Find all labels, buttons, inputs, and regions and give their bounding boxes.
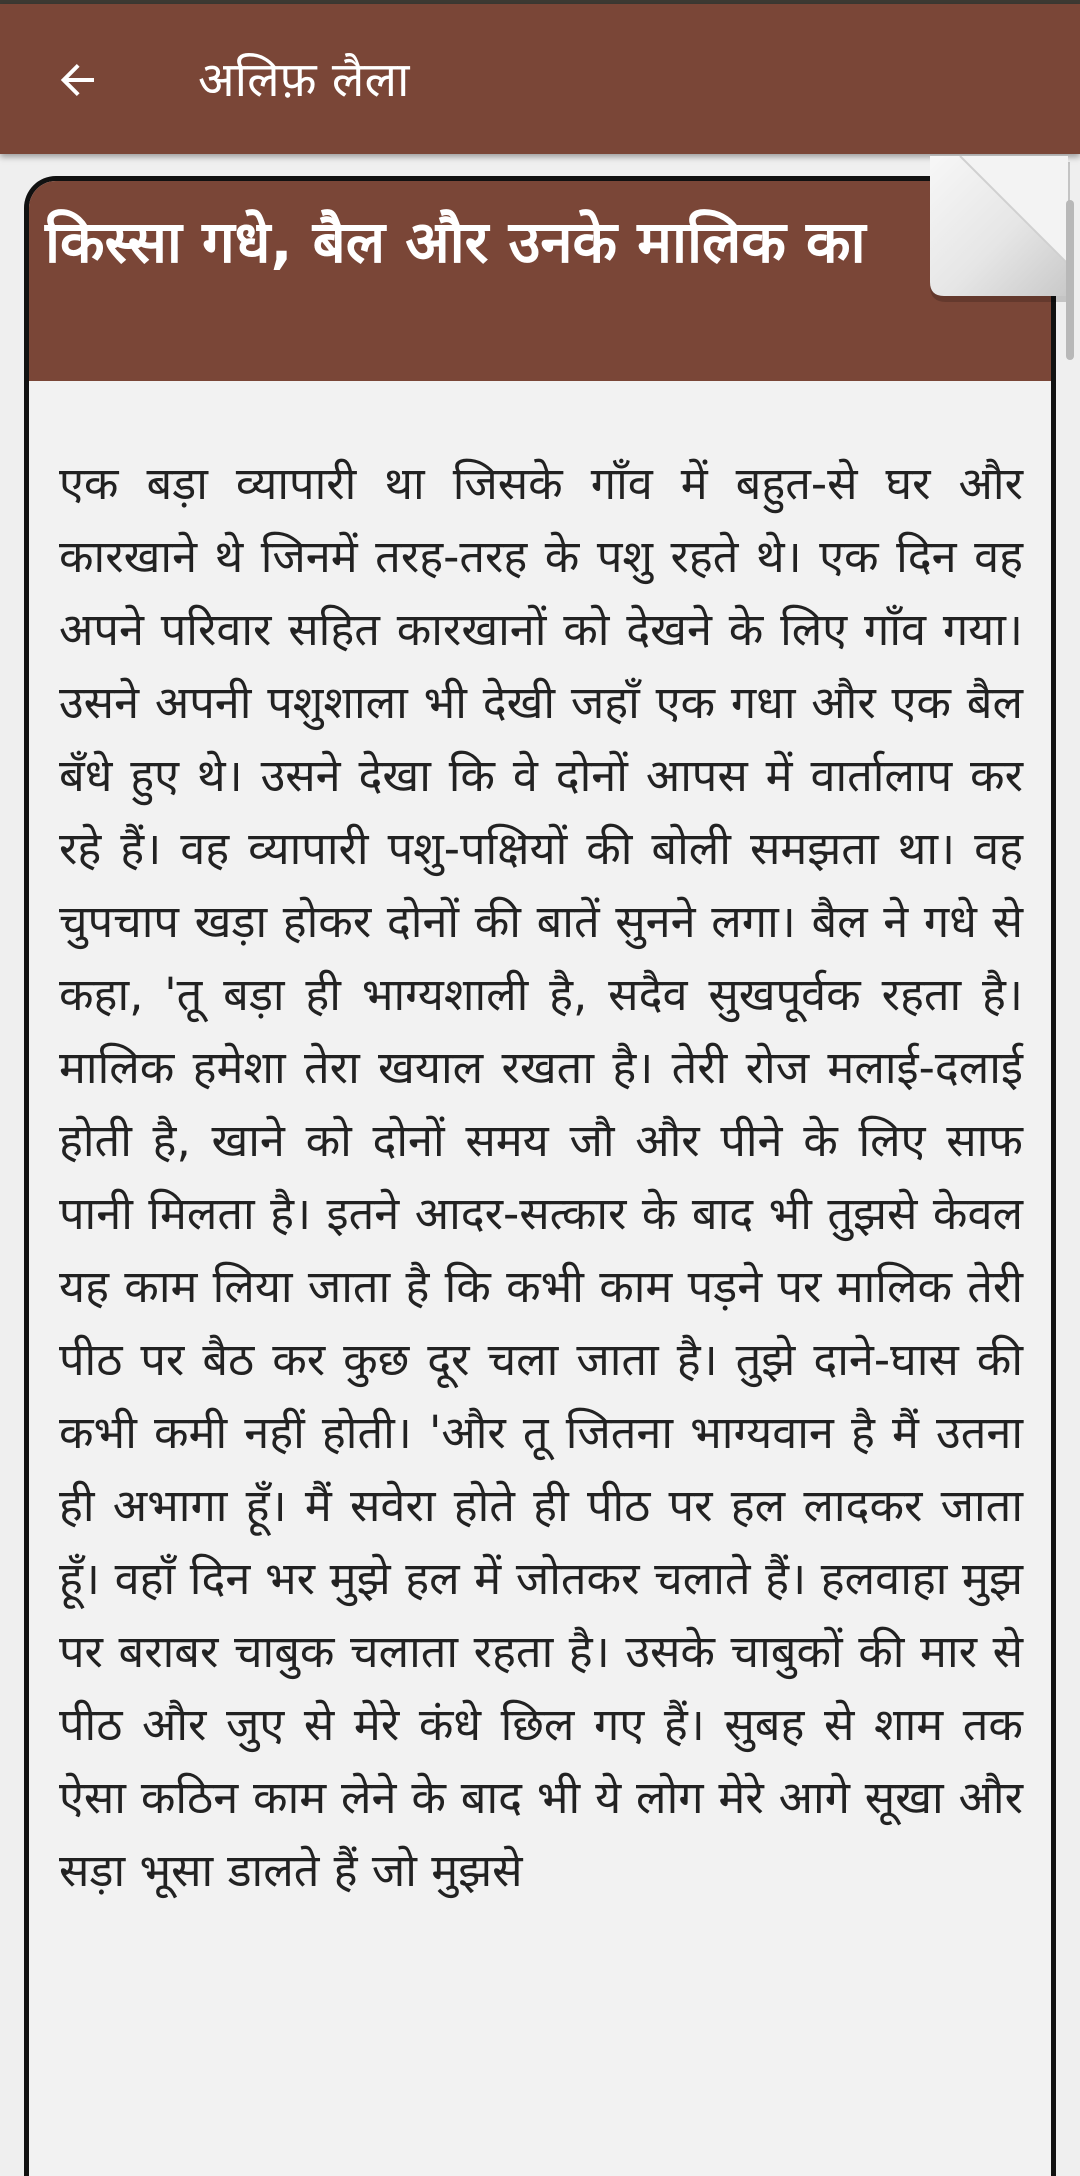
arrow-left-icon — [54, 56, 102, 104]
story-body-text: एक बड़ा व्यापारी था जिसके गाँव में बहुत-से घर और कारखाने थे जिनमें तरह-तरह के पशु रहते थे। एक दिन वह अपने परिवार सहित कारखानों को देखने के लिए गाँव गया। उसने अपनी पशुशाला भी देखी जहाँ एक गधा और एक बैल बँधे हुए थे। उसने देखा कि वे दोनों आपस में वार्तालाप कर रहे हैं। वह व्यापारी पशु-पक्षियों की बोली समझता था। वह चुपचाप खड़ा होकर दोनों की बातें सुनने लगा। बैल ने गधे से कहा, 'तू बड़ा ही भाग्यशाली है, सदैव सुखपूर्वक रहता है। मालिक हमेशा तेरा खयाल रखता है। तेरी रोज मलाई-दलाई होती है, खाने को दोनों समय जौ और पीने के लिए साफ पानी मिलता है। इतने आदर-सत्कार के बाद भी तुझसे केवल यह काम लिया जाता है कि कभी काम पड़ने पर मालिक तेरी पीठ पर बैठ कर कुछ दूर चला जाता है। तुझे दाने-घास की कभी कमी नहीं होती। 'और तू जितना भाग्यवान है मैं उतना ही अभागा हूँ। मैं सवेरा होते ही पीठ पर हल लादकर जाता हूँ। वहाँ दिन भर मुझे हल में जोतकर चलाते हैं। हलवाहा मुझ पर बराबर चाबुक चलाता रहता है। उसके चाबुकों की मार से पीठ और जुए से मेरे कंधे छिल गए हैं। सुबह से शाम तक ऐसा कठिन काम लेने के बाद भी ये लोग मेरे आगे सूखा और सड़ा भूसा डालते हैं जो मुझसे — [59, 457, 1023, 1897]
story-header — [29, 181, 1051, 381]
app-title: अलिफ़ लैला — [198, 52, 410, 108]
story-card — [24, 176, 1056, 2176]
back-button[interactable] — [30, 32, 126, 128]
page-curl-icon[interactable] — [930, 156, 1070, 306]
story-title: किस्सा गधे, बैल और उनके मालिक का — [45, 208, 866, 276]
scrollbar[interactable] — [1066, 200, 1074, 360]
app-bar — [0, 4, 1080, 154]
